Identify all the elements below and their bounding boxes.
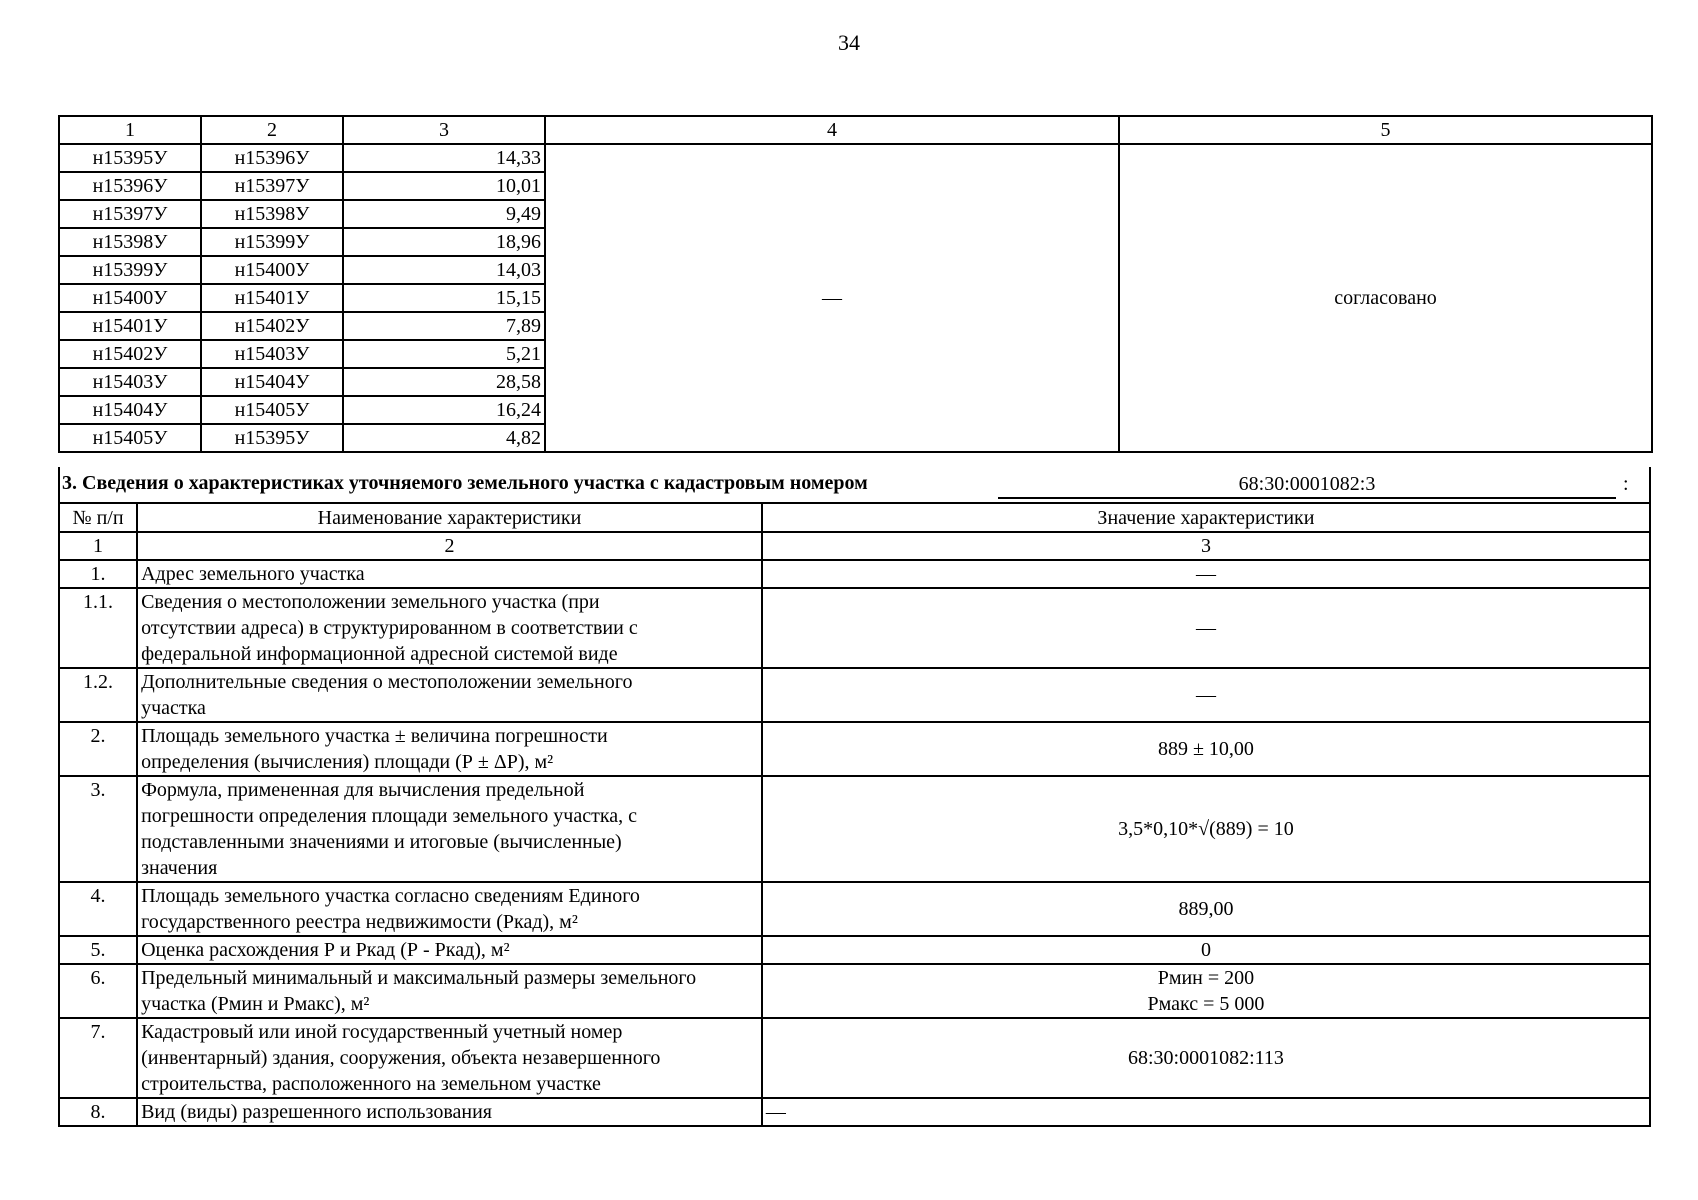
row-number: 5. [59, 936, 137, 964]
characteristic-row [59, 936, 1650, 964]
value-line: — [1195, 617, 1216, 639]
name-line: отсутствии адреса) в структурированном в соответствии с [141, 617, 638, 639]
characteristic-row [59, 668, 1650, 722]
characteristic-name [137, 1018, 762, 1098]
characteristics-table [58, 502, 1651, 1127]
segment-length: 4,82 [343, 424, 545, 452]
name-line: государственного реестра недвижимости (Ркад), м² [141, 911, 578, 933]
name-line: погрешности определения площади земельного участка, с [141, 805, 638, 827]
column-number: 1 [59, 532, 137, 560]
characteristic-row [59, 560, 1650, 588]
name-line: Сведения о местоположении земельного участка (при [141, 591, 600, 613]
value-line: — [1195, 684, 1216, 706]
segment-length: 5,21 [343, 340, 545, 368]
section-3-header [58, 467, 1651, 504]
point-from: н15404У [59, 396, 201, 424]
column-number-row [59, 532, 1650, 560]
segment-length: 7,89 [343, 312, 545, 340]
point-to: н15405У [201, 396, 343, 424]
point-from: н15397У [59, 200, 201, 228]
point-to: н15397У [201, 172, 343, 200]
column-number: 4 [545, 116, 1119, 144]
name-line: Дополнительные сведения о местоположении земельного [141, 671, 633, 693]
point-from: н15405У [59, 424, 201, 452]
boundary-segments-table [58, 115, 1653, 453]
value-line: — [765, 1101, 786, 1123]
row-number: 1.1. [59, 588, 137, 668]
characteristic-value [762, 560, 1650, 588]
row-number: 7. [59, 1018, 137, 1098]
header-colon: : [1623, 473, 1629, 495]
value-line: Рмин = 200 [1157, 967, 1255, 989]
point-to: н15403У [201, 340, 343, 368]
characteristic-value [762, 1018, 1650, 1098]
page-number: 34 [838, 30, 860, 55]
name-line: строительства, расположенного на земельном участке [141, 1073, 601, 1095]
name-line: Оценка расхождения Р и Ркад (Р - Ркад), м² [141, 939, 510, 961]
characteristic-name [137, 1098, 762, 1126]
point-to: н15398У [201, 200, 343, 228]
row-number: 1.2. [59, 668, 137, 722]
segment-length: 9,49 [343, 200, 545, 228]
approval-status: согласовано [1119, 144, 1652, 452]
characteristic-row [59, 722, 1650, 776]
name-line: Формула, примененная для вычисления предельной [141, 779, 585, 801]
name-line: участка (Рмин и Рмакс), м² [141, 993, 370, 1015]
characteristic-value [762, 936, 1650, 964]
name-line: Площадь земельного участка согласно сведениям Единого [141, 885, 640, 907]
characteristic-row [59, 1018, 1650, 1098]
characteristic-name [137, 668, 762, 722]
characteristic-name [137, 936, 762, 964]
column-number: 1 [59, 116, 201, 144]
name-line: (инвентарный) здания, сооружения, объекта незавершенного [141, 1047, 661, 1069]
point-to: н15402У [201, 312, 343, 340]
characteristic-value [762, 964, 1650, 1018]
column-number: 2 [201, 116, 343, 144]
point-from: н15396У [59, 172, 201, 200]
row-number: 3. [59, 776, 137, 882]
value-line: Рмакс = 5 000 [1147, 993, 1265, 1015]
value-line: 0 [1200, 939, 1211, 961]
section-title: 3. Сведения о характеристиках уточняемого земельного участка с кадастровым номером [62, 472, 868, 494]
row-number: 1. [59, 560, 137, 588]
characteristic-name [137, 722, 762, 776]
point-to: н15399У [201, 228, 343, 256]
segment-length: 16,24 [343, 396, 545, 424]
characteristic-value [762, 588, 1650, 668]
value-line: 3,5*0,10*√(889) = 10 [1118, 818, 1294, 840]
row-number: 2. [59, 722, 137, 776]
column-number: 2 [137, 532, 762, 560]
characteristic-value [762, 722, 1650, 776]
header-value: Значение характеристики [762, 503, 1650, 532]
segment-length: 15,15 [343, 284, 545, 312]
column-number: 5 [1119, 116, 1652, 144]
point-from: н15398У [59, 228, 201, 256]
name-line: Вид (виды) разрешенного использования [141, 1101, 493, 1123]
characteristic-name [137, 964, 762, 1018]
value-line: 889 ± 10,00 [1157, 738, 1254, 760]
characteristic-name [137, 560, 762, 588]
characteristic-value [762, 882, 1650, 936]
name-line: значения [141, 857, 218, 879]
point-to: н15404У [201, 368, 343, 396]
characteristic-name [137, 776, 762, 882]
name-line: федеральной информационной адресной системой виде [141, 643, 618, 665]
segment-length: 14,33 [343, 144, 545, 172]
name-line: Адрес земельного участка [141, 563, 365, 585]
column-number: 3 [343, 116, 545, 144]
value-line: 889,00 [1178, 898, 1234, 920]
point-from: н15403У [59, 368, 201, 396]
row-number: 4. [59, 882, 137, 936]
name-line: Предельный минимальный и максимальный размеры земельного [141, 967, 697, 989]
column-4-value: — [545, 144, 1119, 452]
characteristic-value [762, 1098, 1650, 1126]
name-line: определения (вычисления) площади (Р ± ΔР), м² [141, 751, 554, 773]
point-to: н15401У [201, 284, 343, 312]
segment-length: 14,03 [343, 256, 545, 284]
segment-row [59, 144, 1652, 172]
row-number: 8. [59, 1098, 137, 1126]
name-line: участка [141, 697, 206, 719]
characteristic-row [59, 588, 1650, 668]
column-number: 3 [762, 532, 1650, 560]
name-line: Кадастровый или иной государственный учетный номер [141, 1021, 623, 1043]
segment-length: 18,96 [343, 228, 545, 256]
characteristic-value [762, 668, 1650, 722]
segment-length: 28,58 [343, 368, 545, 396]
characteristic-row [59, 776, 1650, 882]
point-to: н15395У [201, 424, 343, 452]
value-line: — [1195, 563, 1216, 585]
characteristic-row [59, 964, 1650, 1018]
segment-length: 10,01 [343, 172, 545, 200]
header-name: Наименование характеристики [137, 503, 762, 532]
characteristic-value [762, 776, 1650, 882]
value-line: 68:30:0001082:113 [1127, 1047, 1284, 1069]
point-from: н15401У [59, 312, 201, 340]
characteristic-name [137, 588, 762, 668]
characteristic-row [59, 882, 1650, 936]
row-number: 6. [59, 964, 137, 1018]
characteristic-name [137, 882, 762, 936]
point-to: н15396У [201, 144, 343, 172]
point-from: н15400У [59, 284, 201, 312]
point-to: н15400У [201, 256, 343, 284]
characteristic-row [59, 1098, 1650, 1126]
point-from: н15399У [59, 256, 201, 284]
point-from: н15402У [59, 340, 201, 368]
column-number-row [59, 116, 1652, 144]
header-row [59, 503, 1650, 532]
point-from: н15395У [59, 144, 201, 172]
header-num: № п/п [59, 503, 137, 532]
name-line: Площадь земельного участка ± величина погрешности [141, 725, 608, 747]
cadastral-number: 68:30:0001082:3 [998, 472, 1616, 499]
name-line: подставленными значениями и итоговые (вычисленные) [141, 831, 622, 853]
